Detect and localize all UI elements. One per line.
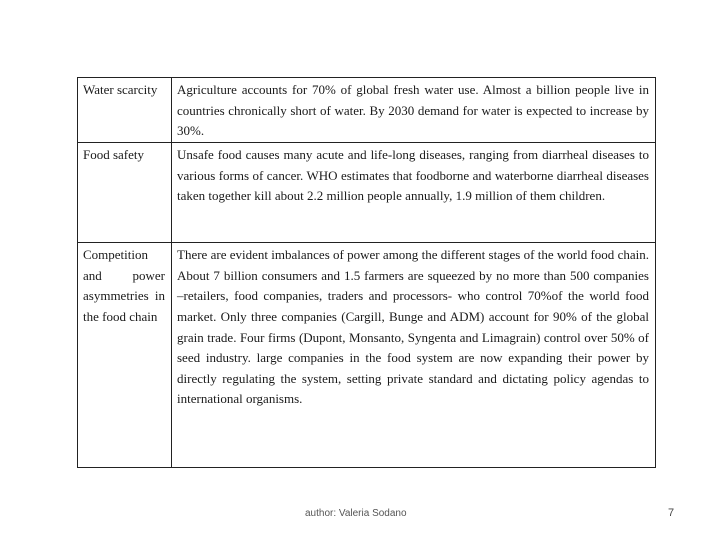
page-number: 7 xyxy=(668,507,675,519)
row-text-food-safety: Unsafe food causes many acute and life-long diseases, ranging from diarrheal diseases to various forms of cancer. WHO estimates that foodborne and waterborne diarrheal diseases taken together kill about 2.2 million people annually, 1.9 million of them children. xyxy=(172,142,656,242)
row-text-water-scarcity: Agriculture accounts for 70% of global fresh water use. Almost a billion people live in countries chronically short of water. By 2030 demand for water is expected to increase by 30%. xyxy=(172,78,656,143)
row-text-competition: There are evident imbalances of power among the different stages of the world food chain. About 7 billion consumers and 1.5 farmers are squeezed by no more than 500 companies –retailers, food companies, traders and processors- who control 70%of the world food market. Only three companies (Cargill, Bunge and ADM) account for 90% of the global grain trade. Four firms (Dupont, Monsanto, Syngenta and Limagrain) control over 50% of seed industry. large companies in the food system are now expanding their power by directly regulating the system, setting private standard and dictating policy agendas to international organisms. xyxy=(172,243,656,468)
footer-author: author: Valeria Sodano xyxy=(305,508,407,519)
row-label-water-scarcity: Water scarcity xyxy=(78,78,172,143)
table-row xyxy=(78,78,656,143)
row-label-food-safety: Food safety xyxy=(78,142,172,242)
issues-table xyxy=(77,77,656,468)
table-row xyxy=(78,243,656,468)
table-row xyxy=(78,142,656,242)
row-label-competition: Competition and power asymmetries in the food chain xyxy=(78,243,172,468)
